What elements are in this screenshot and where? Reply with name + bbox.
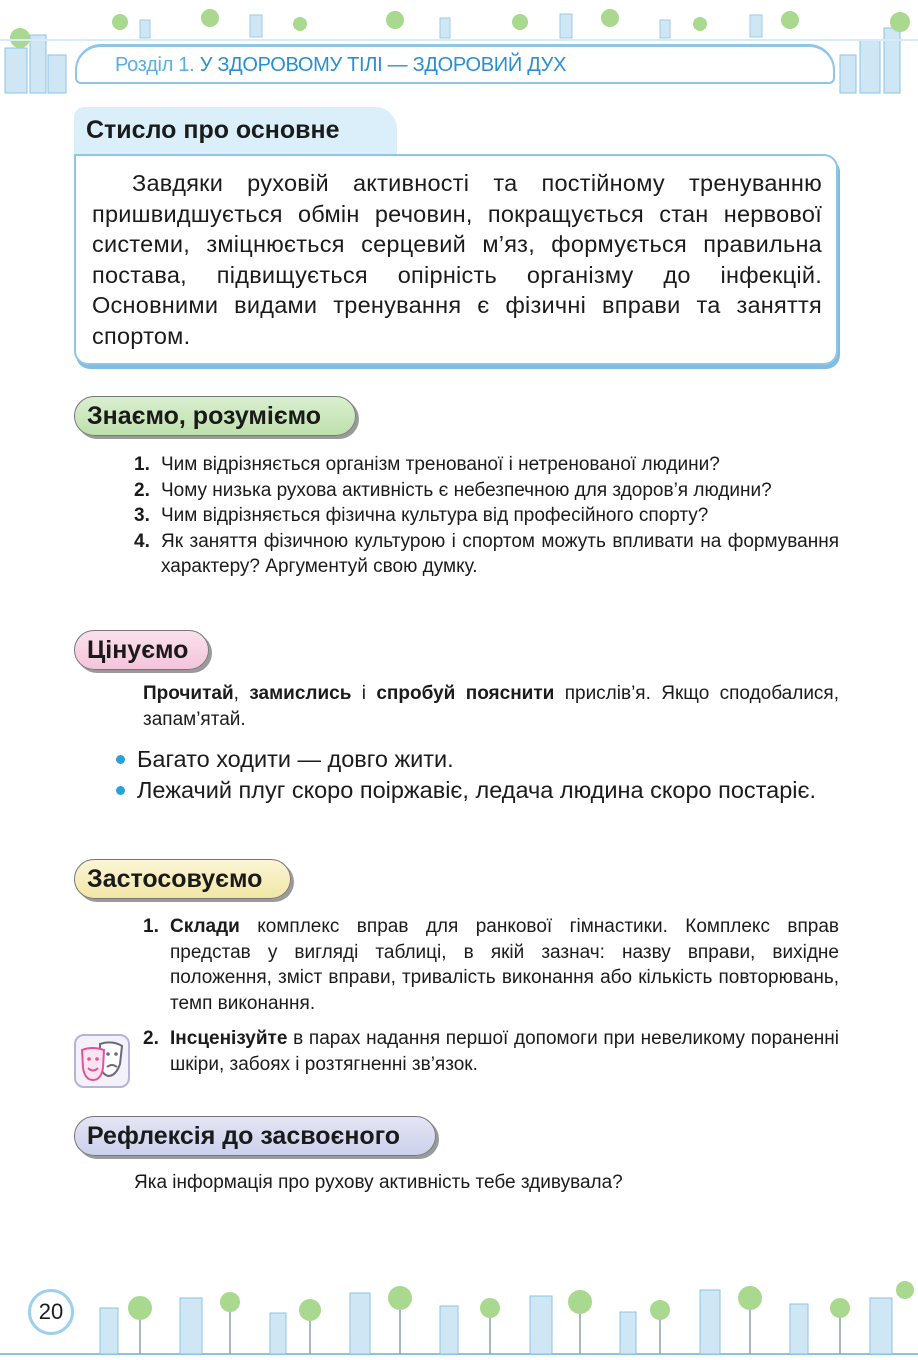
task-text: комплекс вправ для ранкової гімнастики. Комплекс вправ представ у вигляді таблиці, в якій зазнач: назву вправи, вихідне положення, зміст вправи, тривалість виконання або кількість повторювань, темп виконання. <box>170 916 839 1014</box>
proverb-text: Лежачий плуг скоро поіржавіє, ледача людина скоро постаріє. <box>137 777 817 803</box>
intro-rest: прислів’я. Якщо сподобалися, запам’ятай. <box>143 683 839 730</box>
summary-tab <box>74 107 397 155</box>
list-item <box>134 452 839 478</box>
know-title: Знаємо, розуміємо <box>87 402 322 430</box>
reflection-title: Рефлексія до засвоєного <box>87 1122 401 1150</box>
value-heading <box>74 630 209 670</box>
intro-bold-think: замислись <box>249 683 352 704</box>
theatre-masks-icon <box>74 1034 130 1088</box>
question-text: Чим відрізняється фізична культура від професійного спорту? <box>161 505 709 526</box>
chapter-title: У ЗДОРОВОМУ ТІЛІ — ЗДОРОВИЙ ДУХ <box>199 54 567 76</box>
city-decoration-bottom <box>0 1268 918 1360</box>
apply-heading <box>74 859 291 899</box>
question-number: 2. <box>134 479 150 501</box>
apply-task-list <box>143 914 839 1081</box>
proverb-item <box>116 775 839 806</box>
summary-box <box>74 154 838 365</box>
task-verb: Склади <box>170 916 240 937</box>
list-item <box>134 503 839 529</box>
intro-bold-explain: спробуй пояснити <box>376 683 555 704</box>
intro-separator: і <box>351 683 377 704</box>
intro-bold-read: Прочитай <box>143 683 234 704</box>
bullet-icon <box>116 755 125 764</box>
list-item <box>134 529 839 580</box>
reflection-heading <box>74 1116 436 1156</box>
list-item <box>143 914 839 1016</box>
list-item <box>143 1026 839 1077</box>
intro-separator: , <box>233 683 250 704</box>
summary-title: Стисло про основне <box>86 116 340 144</box>
know-question-list <box>134 452 839 580</box>
task-number: 1. <box>143 916 159 937</box>
apply-title: Застосовуємо <box>87 865 263 893</box>
proverb-text: Багато ходити — довго жити. <box>137 746 454 772</box>
know-heading <box>74 396 356 436</box>
chapter-heading <box>115 54 566 77</box>
task-verb: Інсценізуйте <box>170 1028 288 1049</box>
question-text: Чому низька рухова активність є небезпечною для здоров’я людини? <box>161 479 772 501</box>
question-number: 4. <box>134 530 150 552</box>
question-text: Чим відрізняється організм тренованої і нетренованої людини? <box>161 454 720 475</box>
chapter-header <box>75 44 835 84</box>
value-title: Цінуємо <box>87 636 189 664</box>
question-text: Як заняття фізичною культурою і спортом можуть впливати на формування характеру? Аргументуй свою думку. <box>161 530 839 577</box>
question-number: 1. <box>134 454 150 475</box>
bullet-icon <box>116 786 125 795</box>
proverb-list <box>116 744 839 806</box>
list-item <box>134 478 839 504</box>
page-number: 20 <box>28 1289 74 1335</box>
value-intro <box>143 681 839 733</box>
summary-text: Завдяки руховій активності та постійному тренуванню пришвидшується обмін речовин, покращується стан нервової системи, зміцнюється серцевий м’яз, формується правильна постава, підвищується опірність організму до інфекцій. Основними видами тренування є фізичні вправи та заняття спортом. <box>92 170 822 349</box>
reflection-question: Яка інформація про рухову активність тебе здивувала? <box>134 1172 623 1193</box>
question-number: 3. <box>134 505 150 526</box>
task-text: в парах надання першої допомоги при невеликому пораненні шкіри, забоях і розтягненні зв’язок. <box>170 1028 839 1075</box>
chapter-number: Розділ 1. <box>115 54 195 76</box>
proverb-item <box>116 744 839 775</box>
task-number: 2. <box>143 1028 159 1049</box>
